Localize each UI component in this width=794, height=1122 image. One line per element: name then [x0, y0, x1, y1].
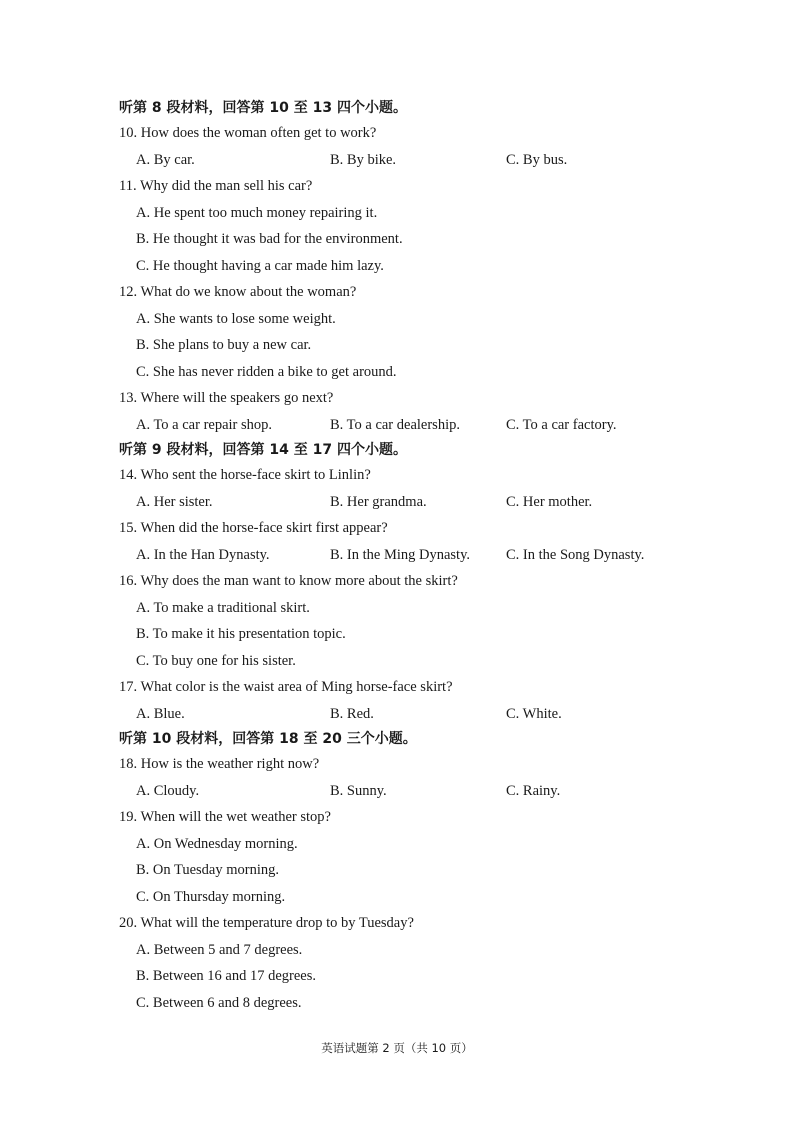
answer-option: B. Between 16 and 17 degrees. [136, 968, 316, 984]
answer-option: B. Sunny. [330, 782, 387, 799]
answer-option: A. By car. [136, 151, 195, 168]
answer-option: C. White. [506, 705, 562, 722]
option-row [119, 778, 719, 805]
answer-option: B. He thought it was bad for the environment. [136, 231, 403, 247]
option-row [119, 412, 719, 439]
answer-option: B. In the Ming Dynasty. [330, 546, 471, 563]
answer-option: B. By bike. [330, 151, 397, 168]
answer-option: B. Red. [330, 705, 374, 722]
answer-option: C. She has never ridden a bike to get around. [136, 363, 397, 380]
question-text: 19. When will the wet weather stop? [119, 809, 331, 825]
answer-option: A. On Wednesday morning. [136, 835, 298, 852]
answer-option: B. She plans to buy a new car. [136, 337, 312, 353]
option-row [119, 147, 719, 174]
answer-option: A. Cloudy. [136, 782, 200, 799]
question-text: 18. How is the weather right now? [119, 756, 320, 772]
answer-option: B. On Tuesday morning. [136, 862, 280, 878]
question-text: 11. Why did the man sell his car? [119, 178, 313, 194]
answer-option: A. Between 5 and 7 degrees. [136, 941, 303, 958]
answer-option: C. Her mother. [506, 493, 593, 510]
answer-option: A. She wants to lose some weight. [136, 310, 336, 327]
question-text: 10. How does the woman often get to work? [119, 125, 377, 141]
question-list [119, 96, 719, 1016]
answer-option: C. Between 6 and 8 degrees. [136, 994, 302, 1011]
answer-option: A. To a car repair shop. [136, 416, 273, 433]
answer-option: A. To make a traditional skirt. [136, 599, 310, 616]
option-row [119, 701, 719, 728]
answer-option: C. Rainy. [506, 782, 561, 799]
answer-option: B. Her grandma. [330, 493, 427, 510]
option-row [119, 542, 719, 569]
answer-option: A. Her sister. [136, 493, 213, 510]
question-text: 14. Who sent the horse-face skirt to Linlin? [119, 467, 371, 483]
section-heading: 听第 9 段材料，回答第 14 至 17 四个小题。 [119, 442, 407, 458]
question-text: 17. What color is the waist area of Ming horse-face skirt? [119, 679, 453, 695]
section-heading: 听第 8 段材料，回答第 10 至 13 四个小题。 [119, 100, 407, 116]
answer-option: B. To make it his presentation topic. [136, 626, 346, 642]
question-text: 13. Where will the speakers go next? [119, 390, 334, 406]
question-text: 12. What do we know about the woman? [119, 284, 357, 300]
answer-option: C. In the Song Dynasty. [506, 546, 645, 563]
answer-option: C. To buy one for his sister. [136, 652, 296, 669]
answer-option: A. In the Han Dynasty. [136, 546, 270, 563]
question-text: 16. Why does the man want to know more about the skirt? [119, 573, 458, 589]
question-text: 15. When did the horse-face skirt first appear? [119, 520, 388, 536]
question-text: 20. What will the temperature drop to by Tuesday? [119, 915, 414, 931]
option-row [119, 489, 719, 516]
answer-option: B. To a car dealership. [330, 416, 460, 433]
answer-option: A. Blue. [136, 705, 185, 722]
answer-option: C. To a car factory. [506, 416, 617, 433]
section-heading: 听第 10 段材料，回答第 18 至 20 三个小题。 [119, 731, 417, 747]
page-footer: 英语试题第 2 页（共 10 页） [321, 1041, 473, 1055]
answer-option: C. He thought having a car made him lazy. [136, 257, 384, 274]
answer-option: A. He spent too much money repairing it. [136, 204, 378, 221]
answer-option: C. On Thursday morning. [136, 888, 286, 905]
answer-option: C. By bus. [506, 151, 568, 168]
